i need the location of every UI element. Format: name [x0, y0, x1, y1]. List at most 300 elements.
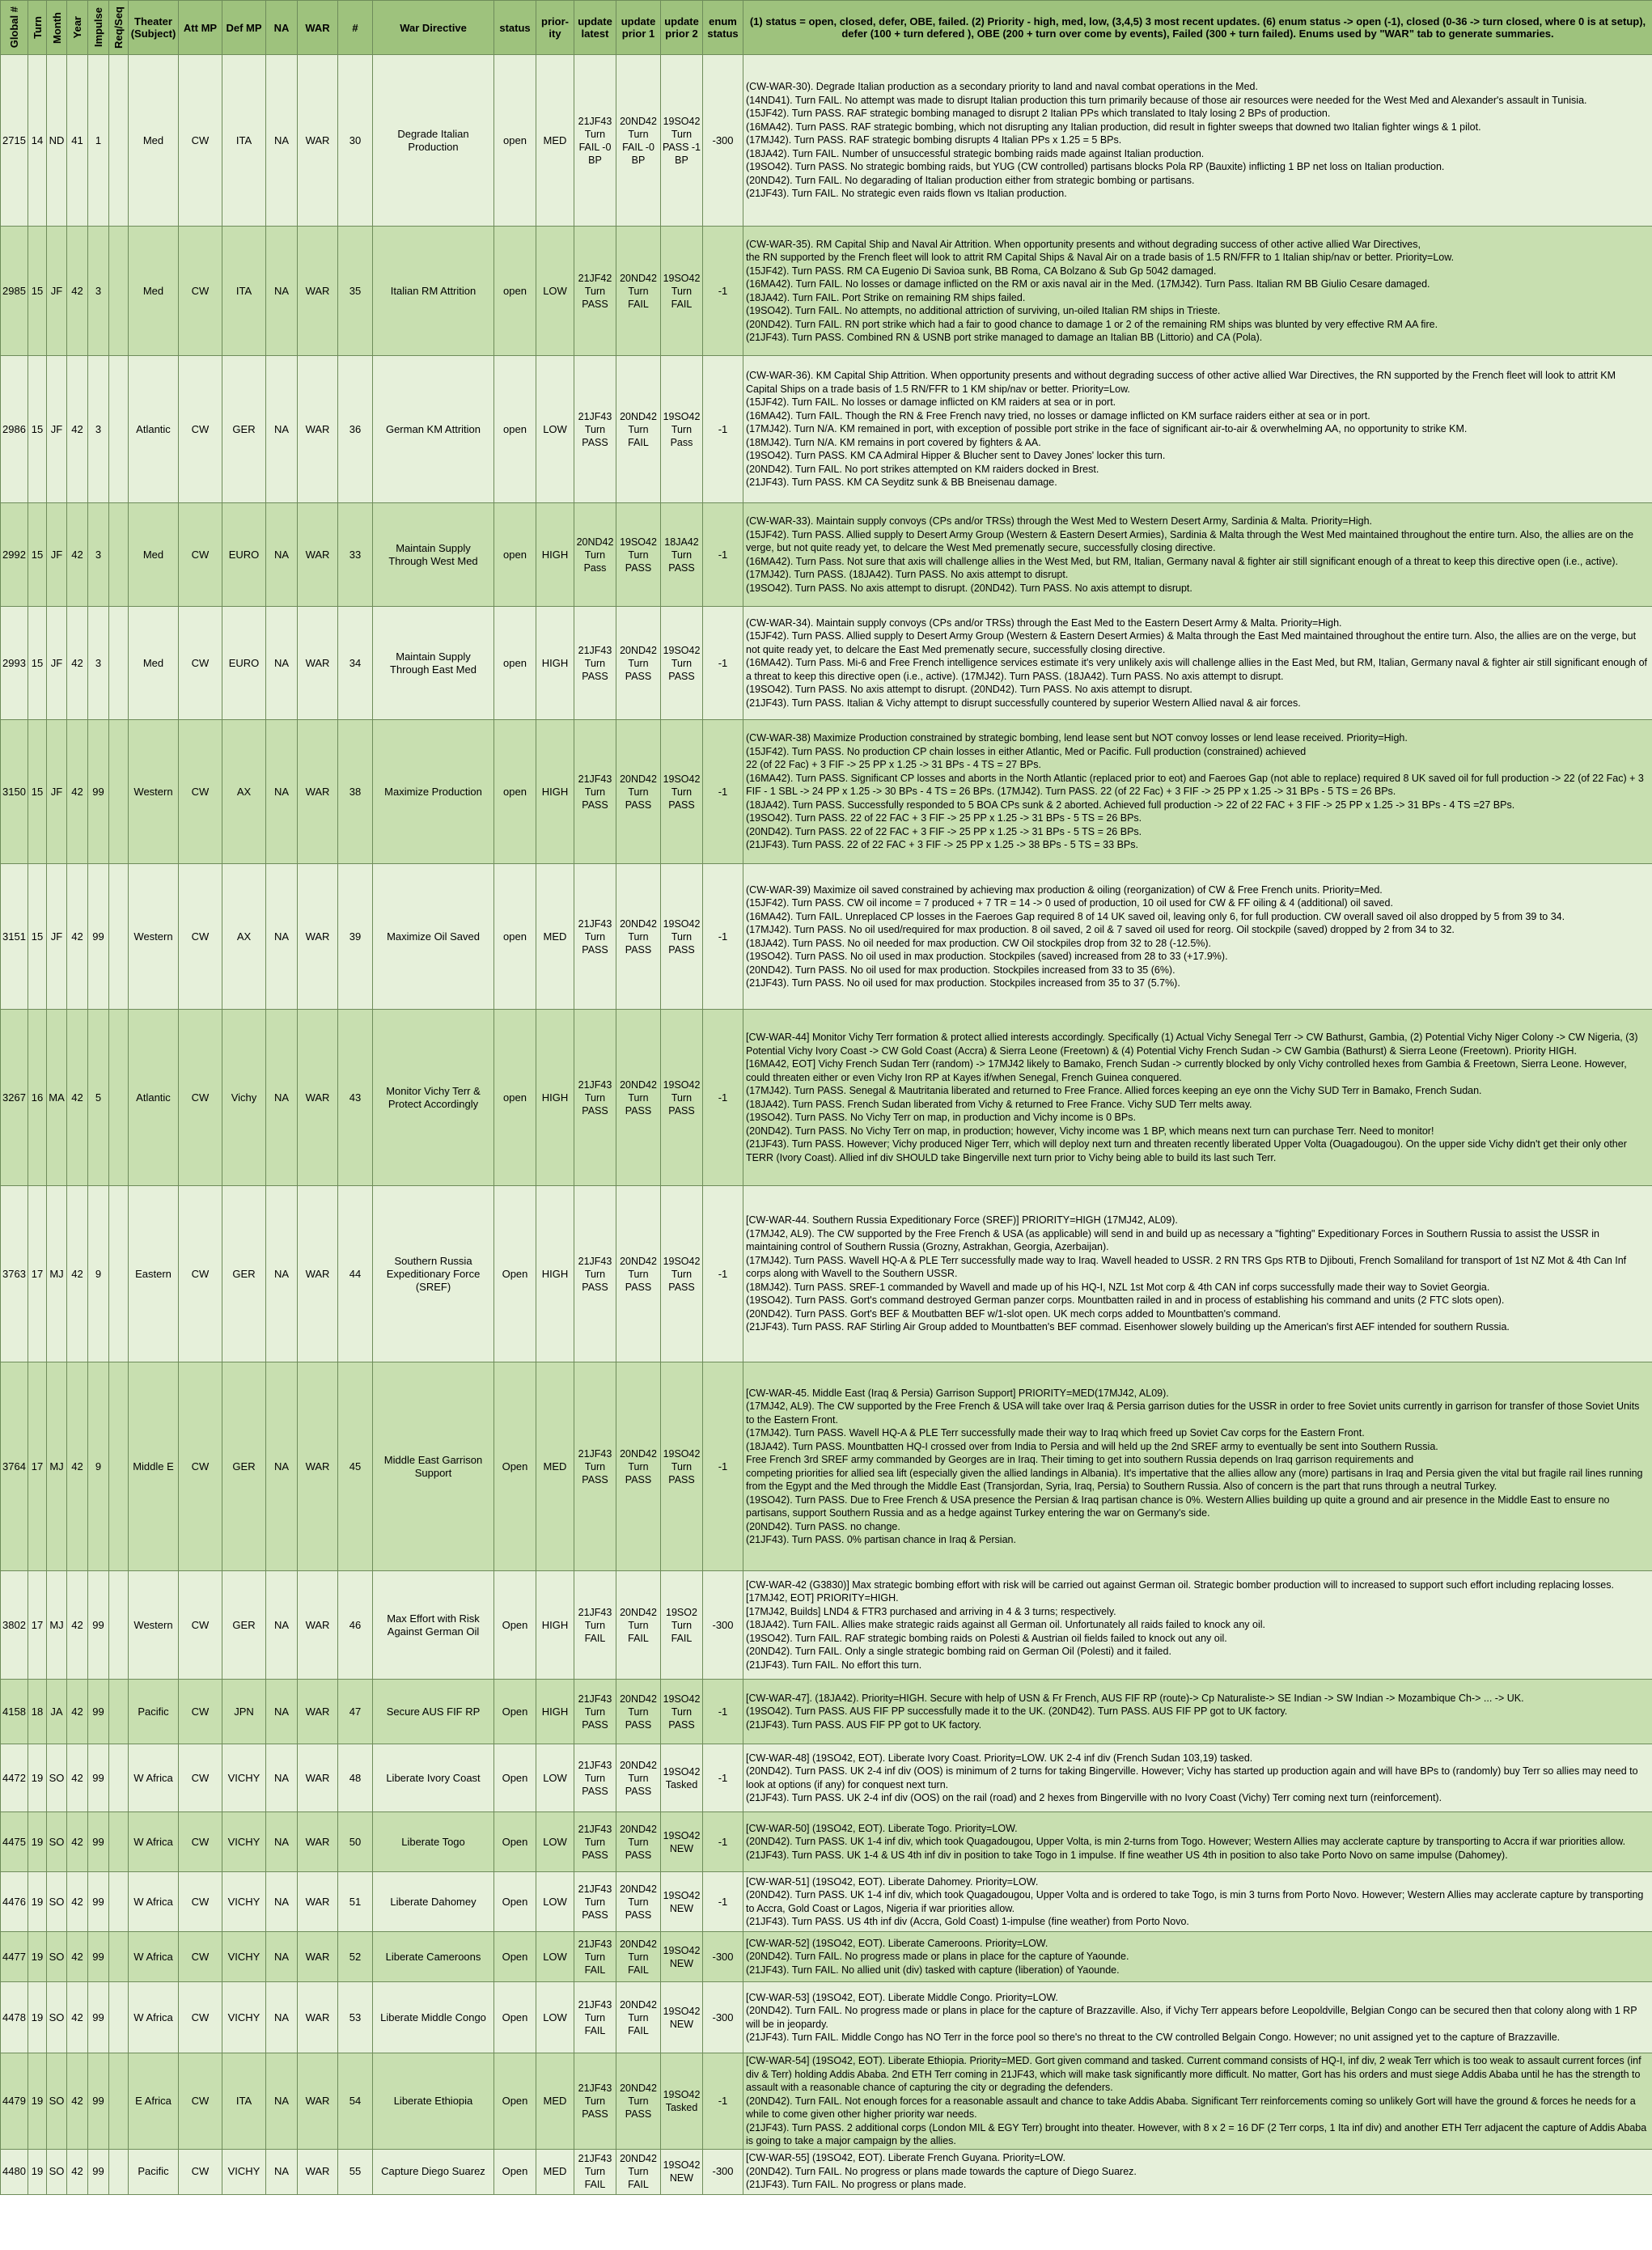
year-cell[interactable]: 42: [67, 1680, 88, 1744]
priority-cell[interactable]: MED: [536, 1362, 574, 1571]
enum-status-cell[interactable]: -1: [703, 607, 743, 720]
update-latest-cell[interactable]: 21JF43 Turn PASS: [574, 1010, 616, 1186]
global-cell[interactable]: 4478: [1, 1982, 28, 2053]
enum-status-cell[interactable]: -300: [703, 1932, 743, 1982]
def-mp-cell[interactable]: Vichy: [222, 1010, 266, 1186]
header-status[interactable]: status: [494, 1, 536, 55]
reqseq-cell[interactable]: [109, 1186, 129, 1362]
reqseq-cell[interactable]: [109, 1872, 129, 1932]
directive-cell[interactable]: Maintain Supply Through West Med: [373, 503, 494, 607]
update-prior-1-cell[interactable]: 20ND42 Turn PASS: [616, 1744, 661, 1812]
global-cell[interactable]: 4479: [1, 2053, 28, 2150]
theater-cell[interactable]: W Africa: [129, 1872, 179, 1932]
att-mp-cell[interactable]: CW: [179, 1744, 222, 1812]
status-cell[interactable]: open: [494, 607, 536, 720]
month-cell[interactable]: JF: [47, 607, 67, 720]
month-cell[interactable]: JF: [47, 720, 67, 864]
update-prior-2-cell[interactable]: 19SO42 Turn PASS: [661, 1186, 703, 1362]
att-mp-cell[interactable]: CW: [179, 1362, 222, 1571]
turn-cell[interactable]: 19: [28, 1932, 47, 1982]
notes-cell[interactable]: [743, 1362, 1652, 1571]
impulse-cell[interactable]: 9: [88, 1186, 109, 1362]
update-prior-1-cell[interactable]: 20ND42 Turn PASS: [616, 1680, 661, 1744]
month-cell[interactable]: MJ: [47, 1571, 67, 1680]
number-cell[interactable]: 45: [338, 1362, 373, 1571]
global-cell[interactable]: 3151: [1, 864, 28, 1010]
month-cell[interactable]: MA: [47, 1010, 67, 1186]
war-cell[interactable]: WAR: [298, 2053, 338, 2150]
notes-cell[interactable]: [743, 1744, 1652, 1812]
header-war[interactable]: WAR: [298, 1, 338, 55]
number-cell[interactable]: 30: [338, 55, 373, 227]
att-mp-cell[interactable]: CW: [179, 227, 222, 356]
notes-cell[interactable]: [743, 1010, 1652, 1186]
turn-cell[interactable]: 19: [28, 1982, 47, 2053]
header-enum-status[interactable]: enum status: [703, 1, 743, 55]
def-mp-cell[interactable]: VICHY: [222, 2149, 266, 2194]
na-cell[interactable]: NA: [266, 1362, 298, 1571]
priority-cell[interactable]: LOW: [536, 1872, 574, 1932]
global-cell[interactable]: 3763: [1, 1186, 28, 1362]
war-cell[interactable]: WAR: [298, 1982, 338, 2053]
directive-cell[interactable]: Liberate Togo: [373, 1812, 494, 1872]
reqseq-cell[interactable]: [109, 1571, 129, 1680]
war-cell[interactable]: WAR: [298, 356, 338, 503]
year-cell[interactable]: 42: [67, 1872, 88, 1932]
def-mp-cell[interactable]: ITA: [222, 2053, 266, 2150]
update-prior-1-cell[interactable]: 20ND42 Turn FAIL: [616, 1932, 661, 1982]
year-cell[interactable]: 42: [67, 864, 88, 1010]
global-cell[interactable]: 4158: [1, 1680, 28, 1744]
priority-cell[interactable]: HIGH: [536, 503, 574, 607]
def-mp-cell[interactable]: AX: [222, 864, 266, 1010]
number-cell[interactable]: 54: [338, 2053, 373, 2150]
update-latest-cell[interactable]: 21JF43 Turn FAIL -0 BP: [574, 55, 616, 227]
header-theater[interactable]: Theater (Subject): [129, 1, 179, 55]
war-cell[interactable]: WAR: [298, 227, 338, 356]
header-impulse[interactable]: Impulse: [88, 1, 109, 55]
na-cell[interactable]: NA: [266, 227, 298, 356]
na-cell[interactable]: NA: [266, 356, 298, 503]
impulse-cell[interactable]: 99: [88, 1571, 109, 1680]
priority-cell[interactable]: LOW: [536, 1982, 574, 2053]
priority-cell[interactable]: LOW: [536, 227, 574, 356]
def-mp-cell[interactable]: GER: [222, 1186, 266, 1362]
update-prior-1-cell[interactable]: 20ND42 Turn FAIL: [616, 1982, 661, 2053]
turn-cell[interactable]: 14: [28, 55, 47, 227]
def-mp-cell[interactable]: ITA: [222, 227, 266, 356]
theater-cell[interactable]: Western: [129, 1571, 179, 1680]
def-mp-cell[interactable]: GER: [222, 1571, 266, 1680]
impulse-cell[interactable]: 3: [88, 503, 109, 607]
update-prior-1-cell[interactable]: 20ND42 Turn FAIL: [616, 227, 661, 356]
priority-cell[interactable]: LOW: [536, 356, 574, 503]
enum-status-cell[interactable]: -1: [703, 1680, 743, 1744]
directive-cell[interactable]: Monitor Vichy Terr & Protect Accordingly: [373, 1010, 494, 1186]
update-prior-2-cell[interactable]: 19SO42 Turn PASS: [661, 1010, 703, 1186]
year-cell[interactable]: 42: [67, 1362, 88, 1571]
year-cell[interactable]: 42: [67, 1186, 88, 1362]
def-mp-cell[interactable]: ITA: [222, 55, 266, 227]
def-mp-cell[interactable]: EURO: [222, 503, 266, 607]
def-mp-cell[interactable]: VICHY: [222, 1812, 266, 1872]
update-prior-1-cell[interactable]: 20ND42 Turn FAIL -0 BP: [616, 55, 661, 227]
directive-cell[interactable]: Southern Russia Expeditionary Force (SREF): [373, 1186, 494, 1362]
theater-cell[interactable]: Med: [129, 503, 179, 607]
na-cell[interactable]: NA: [266, 1571, 298, 1680]
na-cell[interactable]: NA: [266, 2149, 298, 2194]
global-cell[interactable]: 4476: [1, 1872, 28, 1932]
directive-cell[interactable]: Maintain Supply Through East Med: [373, 607, 494, 720]
directive-cell[interactable]: German KM Attrition: [373, 356, 494, 503]
global-cell[interactable]: 2993: [1, 607, 28, 720]
def-mp-cell[interactable]: EURO: [222, 607, 266, 720]
update-latest-cell[interactable]: 21JF43 Turn PASS: [574, 1872, 616, 1932]
update-latest-cell[interactable]: 21JF43 Turn PASS: [574, 1680, 616, 1744]
number-cell[interactable]: 33: [338, 503, 373, 607]
header-directive[interactable]: War Directive: [373, 1, 494, 55]
enum-status-cell[interactable]: -1: [703, 1812, 743, 1872]
def-mp-cell[interactable]: JPN: [222, 1680, 266, 1744]
global-cell[interactable]: 4480: [1, 2149, 28, 2194]
impulse-cell[interactable]: 99: [88, 1982, 109, 2053]
year-cell[interactable]: 42: [67, 2053, 88, 2150]
year-cell[interactable]: 42: [67, 1812, 88, 1872]
priority-cell[interactable]: HIGH: [536, 1571, 574, 1680]
year-cell[interactable]: 42: [67, 1571, 88, 1680]
reqseq-cell[interactable]: [109, 2149, 129, 2194]
update-prior-1-cell[interactable]: 20ND42 Turn PASS: [616, 2053, 661, 2150]
header-reqseq[interactable]: Req/Seq: [109, 1, 129, 55]
theater-cell[interactable]: Med: [129, 607, 179, 720]
na-cell[interactable]: NA: [266, 1932, 298, 1982]
header-turn[interactable]: Turn: [28, 1, 47, 55]
turn-cell[interactable]: 17: [28, 1362, 47, 1571]
notes-cell[interactable]: [743, 1680, 1652, 1744]
directive-cell[interactable]: Liberate Middle Congo: [373, 1982, 494, 2053]
global-cell[interactable]: 2986: [1, 356, 28, 503]
update-latest-cell[interactable]: 21JF43 Turn PASS: [574, 1812, 616, 1872]
update-prior-2-cell[interactable]: 18JA42 Turn PASS: [661, 503, 703, 607]
update-latest-cell[interactable]: 21JF43 Turn PASS: [574, 2053, 616, 2150]
turn-cell[interactable]: 17: [28, 1186, 47, 1362]
number-cell[interactable]: 47: [338, 1680, 373, 1744]
header-update-prior-2[interactable]: update prior 2: [661, 1, 703, 55]
turn-cell[interactable]: 16: [28, 1010, 47, 1186]
enum-status-cell[interactable]: -1: [703, 1872, 743, 1932]
impulse-cell[interactable]: 3: [88, 607, 109, 720]
priority-cell[interactable]: MED: [536, 2053, 574, 2150]
war-cell[interactable]: WAR: [298, 1362, 338, 1571]
status-cell[interactable]: Open: [494, 1932, 536, 1982]
year-cell[interactable]: 42: [67, 503, 88, 607]
notes-cell[interactable]: [743, 607, 1652, 720]
status-cell[interactable]: open: [494, 227, 536, 356]
number-cell[interactable]: 48: [338, 1744, 373, 1812]
number-cell[interactable]: 52: [338, 1932, 373, 1982]
reqseq-cell[interactable]: [109, 1982, 129, 2053]
directive-cell[interactable]: Degrade Italian Production: [373, 55, 494, 227]
war-cell[interactable]: WAR: [298, 503, 338, 607]
notes-cell[interactable]: [743, 55, 1652, 227]
year-cell[interactable]: 42: [67, 356, 88, 503]
update-prior-2-cell[interactable]: 19SO42 Turn PASS: [661, 1680, 703, 1744]
theater-cell[interactable]: E Africa: [129, 2053, 179, 2150]
na-cell[interactable]: NA: [266, 55, 298, 227]
update-latest-cell[interactable]: 20ND42 Turn Pass: [574, 503, 616, 607]
month-cell[interactable]: MJ: [47, 1362, 67, 1571]
theater-cell[interactable]: W Africa: [129, 1744, 179, 1812]
enum-status-cell[interactable]: -1: [703, 864, 743, 1010]
update-prior-1-cell[interactable]: 20ND42 Turn PASS: [616, 864, 661, 1010]
enum-status-cell[interactable]: -300: [703, 2149, 743, 2194]
att-mp-cell[interactable]: CW: [179, 864, 222, 1010]
na-cell[interactable]: NA: [266, 720, 298, 864]
turn-cell[interactable]: 15: [28, 503, 47, 607]
status-cell[interactable]: Open: [494, 1362, 536, 1571]
att-mp-cell[interactable]: CW: [179, 1812, 222, 1872]
global-cell[interactable]: 2992: [1, 503, 28, 607]
update-prior-1-cell[interactable]: 20ND42 Turn PASS: [616, 720, 661, 864]
impulse-cell[interactable]: 99: [88, 2149, 109, 2194]
theater-cell[interactable]: Atlantic: [129, 1010, 179, 1186]
update-latest-cell[interactable]: 21JF43 Turn PASS: [574, 356, 616, 503]
directive-cell[interactable]: Liberate Ethiopia: [373, 2053, 494, 2150]
notes-cell[interactable]: [743, 1982, 1652, 2053]
status-cell[interactable]: Open: [494, 1982, 536, 2053]
att-mp-cell[interactable]: CW: [179, 1571, 222, 1680]
global-cell[interactable]: 4477: [1, 1932, 28, 1982]
reqseq-cell[interactable]: [109, 1680, 129, 1744]
notes-cell[interactable]: [743, 1932, 1652, 1982]
number-cell[interactable]: 51: [338, 1872, 373, 1932]
directive-cell[interactable]: Middle East Garrison Support: [373, 1362, 494, 1571]
month-cell[interactable]: JF: [47, 864, 67, 1010]
update-latest-cell[interactable]: 21JF43 Turn PASS: [574, 1744, 616, 1812]
update-prior-1-cell[interactable]: 20ND42 Turn PASS: [616, 1362, 661, 1571]
war-cell[interactable]: WAR: [298, 720, 338, 864]
update-prior-2-cell[interactable]: 19SO42 NEW: [661, 1982, 703, 2053]
att-mp-cell[interactable]: CW: [179, 607, 222, 720]
turn-cell[interactable]: 15: [28, 720, 47, 864]
att-mp-cell[interactable]: CW: [179, 720, 222, 864]
att-mp-cell[interactable]: CW: [179, 503, 222, 607]
update-prior-1-cell[interactable]: 20ND42 Turn PASS: [616, 1872, 661, 1932]
priority-cell[interactable]: LOW: [536, 1812, 574, 1872]
update-prior-1-cell[interactable]: 20ND42 Turn FAIL: [616, 2149, 661, 2194]
header-month[interactable]: Month: [47, 1, 67, 55]
notes-cell[interactable]: [743, 2149, 1652, 2194]
att-mp-cell[interactable]: CW: [179, 1932, 222, 1982]
war-cell[interactable]: WAR: [298, 1744, 338, 1812]
update-prior-1-cell[interactable]: 20ND42 Turn PASS: [616, 1010, 661, 1186]
war-cell[interactable]: WAR: [298, 55, 338, 227]
year-cell[interactable]: 42: [67, 1744, 88, 1812]
turn-cell[interactable]: 19: [28, 1744, 47, 1812]
update-latest-cell[interactable]: 21JF43 Turn FAIL: [574, 1982, 616, 2053]
reqseq-cell[interactable]: [109, 503, 129, 607]
impulse-cell[interactable]: 5: [88, 1010, 109, 1186]
turn-cell[interactable]: 17: [28, 1571, 47, 1680]
status-cell[interactable]: open: [494, 720, 536, 864]
impulse-cell[interactable]: 99: [88, 1744, 109, 1812]
att-mp-cell[interactable]: CW: [179, 2053, 222, 2150]
month-cell[interactable]: SO: [47, 1982, 67, 2053]
month-cell[interactable]: SO: [47, 2053, 67, 2150]
update-prior-1-cell[interactable]: 20ND42 Turn PASS: [616, 1186, 661, 1362]
notes-cell[interactable]: [743, 720, 1652, 864]
turn-cell[interactable]: 19: [28, 2149, 47, 2194]
directive-cell[interactable]: Maximize Production: [373, 720, 494, 864]
def-mp-cell[interactable]: GER: [222, 356, 266, 503]
global-cell[interactable]: 2985: [1, 227, 28, 356]
global-cell[interactable]: 3802: [1, 1571, 28, 1680]
theater-cell[interactable]: Med: [129, 55, 179, 227]
header-update-latest[interactable]: update latest: [574, 1, 616, 55]
update-latest-cell[interactable]: 21JF43 Turn FAIL: [574, 1571, 616, 1680]
enum-status-cell[interactable]: -1: [703, 1362, 743, 1571]
month-cell[interactable]: SO: [47, 1812, 67, 1872]
year-cell[interactable]: 42: [67, 227, 88, 356]
reqseq-cell[interactable]: [109, 1010, 129, 1186]
enum-status-cell[interactable]: -300: [703, 55, 743, 227]
turn-cell[interactable]: 15: [28, 607, 47, 720]
status-cell[interactable]: Open: [494, 1744, 536, 1812]
impulse-cell[interactable]: 99: [88, 1812, 109, 1872]
turn-cell[interactable]: 19: [28, 1812, 47, 1872]
status-cell[interactable]: open: [494, 1010, 536, 1186]
number-cell[interactable]: 44: [338, 1186, 373, 1362]
priority-cell[interactable]: LOW: [536, 1744, 574, 1812]
header-priority[interactable]: prior-ity: [536, 1, 574, 55]
header-global[interactable]: Global #: [1, 1, 28, 55]
reqseq-cell[interactable]: [109, 720, 129, 864]
na-cell[interactable]: NA: [266, 1812, 298, 1872]
number-cell[interactable]: 38: [338, 720, 373, 864]
notes-cell[interactable]: [743, 1812, 1652, 1872]
update-prior-2-cell[interactable]: 19SO42 NEW: [661, 1812, 703, 1872]
reqseq-cell[interactable]: [109, 864, 129, 1010]
theater-cell[interactable]: Pacific: [129, 1680, 179, 1744]
header-att-mp[interactable]: Att MP: [179, 1, 222, 55]
priority-cell[interactable]: LOW: [536, 1932, 574, 1982]
priority-cell[interactable]: HIGH: [536, 1186, 574, 1362]
number-cell[interactable]: 36: [338, 356, 373, 503]
impulse-cell[interactable]: 99: [88, 1932, 109, 1982]
header-def-mp[interactable]: Def MP: [222, 1, 266, 55]
status-cell[interactable]: open: [494, 356, 536, 503]
reqseq-cell[interactable]: [109, 1362, 129, 1571]
year-cell[interactable]: 41: [67, 55, 88, 227]
update-latest-cell[interactable]: 21JF43 Turn PASS: [574, 864, 616, 1010]
header-na[interactable]: NA: [266, 1, 298, 55]
enum-status-cell[interactable]: -1: [703, 1010, 743, 1186]
status-cell[interactable]: Open: [494, 2149, 536, 2194]
update-prior-2-cell[interactable]: 19SO42 Tasked: [661, 1744, 703, 1812]
enum-status-cell[interactable]: -300: [703, 1982, 743, 2053]
theater-cell[interactable]: Western: [129, 720, 179, 864]
update-prior-2-cell[interactable]: 19SO42 Turn PASS: [661, 607, 703, 720]
number-cell[interactable]: 43: [338, 1010, 373, 1186]
priority-cell[interactable]: HIGH: [536, 1680, 574, 1744]
number-cell[interactable]: 39: [338, 864, 373, 1010]
update-latest-cell[interactable]: 21JF43 Turn PASS: [574, 1186, 616, 1362]
na-cell[interactable]: NA: [266, 607, 298, 720]
war-cell[interactable]: WAR: [298, 1872, 338, 1932]
enum-status-cell[interactable]: -1: [703, 2053, 743, 2150]
update-prior-2-cell[interactable]: 19SO42 NEW: [661, 2149, 703, 2194]
update-prior-2-cell[interactable]: 19SO2 Turn FAIL: [661, 1571, 703, 1680]
global-cell[interactable]: 4475: [1, 1812, 28, 1872]
theater-cell[interactable]: Eastern: [129, 1186, 179, 1362]
def-mp-cell[interactable]: VICHY: [222, 1872, 266, 1932]
war-cell[interactable]: WAR: [298, 607, 338, 720]
reqseq-cell[interactable]: [109, 607, 129, 720]
na-cell[interactable]: NA: [266, 1872, 298, 1932]
header-legend[interactable]: (1) status = open, closed, defer, OBE, failed. (2) Priority - high, med, low, (3,4,5) 3 most recent updates. (6) enum status -> open (-1), closed (0-36 -> turn closed, where 0 is at setup), defer (100 + turn defered ), OBE (200 + turn over come by events), Failed (300 + turn failed). Enums used by "WAR" tab to generate summaries.: [743, 1, 1652, 55]
update-prior-2-cell[interactable]: 19SO42 Turn PASS: [661, 720, 703, 864]
impulse-cell[interactable]: 99: [88, 864, 109, 1010]
month-cell[interactable]: JF: [47, 227, 67, 356]
def-mp-cell[interactable]: AX: [222, 720, 266, 864]
update-prior-2-cell[interactable]: 19SO42 Turn PASS -1 BP: [661, 55, 703, 227]
month-cell[interactable]: JF: [47, 356, 67, 503]
directive-cell[interactable]: Max Effort with Risk Against German Oil: [373, 1571, 494, 1680]
enum-status-cell[interactable]: -1: [703, 227, 743, 356]
def-mp-cell[interactable]: VICHY: [222, 1744, 266, 1812]
directive-cell[interactable]: Maximize Oil Saved: [373, 864, 494, 1010]
notes-cell[interactable]: [743, 864, 1652, 1010]
na-cell[interactable]: NA: [266, 864, 298, 1010]
notes-cell[interactable]: [743, 1872, 1652, 1932]
global-cell[interactable]: 4472: [1, 1744, 28, 1812]
notes-cell[interactable]: [743, 1571, 1652, 1680]
update-latest-cell[interactable]: 21JF43 Turn FAIL: [574, 1932, 616, 1982]
notes-cell[interactable]: [743, 503, 1652, 607]
reqseq-cell[interactable]: [109, 227, 129, 356]
number-cell[interactable]: 46: [338, 1571, 373, 1680]
theater-cell[interactable]: Middle E: [129, 1362, 179, 1571]
update-prior-1-cell[interactable]: 20ND42 Turn PASS: [616, 607, 661, 720]
status-cell[interactable]: Open: [494, 1186, 536, 1362]
att-mp-cell[interactable]: CW: [179, 1010, 222, 1186]
def-mp-cell[interactable]: VICHY: [222, 1982, 266, 2053]
year-cell[interactable]: 42: [67, 2149, 88, 2194]
directive-cell[interactable]: Capture Diego Suarez: [373, 2149, 494, 2194]
reqseq-cell[interactable]: [109, 1812, 129, 1872]
na-cell[interactable]: NA: [266, 1186, 298, 1362]
status-cell[interactable]: Open: [494, 1680, 536, 1744]
update-latest-cell[interactable]: 21JF43 Turn FAIL: [574, 2149, 616, 2194]
status-cell[interactable]: Open: [494, 1571, 536, 1680]
global-cell[interactable]: 3150: [1, 720, 28, 864]
turn-cell[interactable]: 15: [28, 227, 47, 356]
na-cell[interactable]: NA: [266, 1010, 298, 1186]
impulse-cell[interactable]: 3: [88, 227, 109, 356]
theater-cell[interactable]: W Africa: [129, 1982, 179, 2053]
att-mp-cell[interactable]: CW: [179, 1872, 222, 1932]
month-cell[interactable]: JA: [47, 1680, 67, 1744]
att-mp-cell[interactable]: CW: [179, 55, 222, 227]
update-prior-2-cell[interactable]: 19SO42 Tasked: [661, 2053, 703, 2150]
att-mp-cell[interactable]: CW: [179, 1982, 222, 2053]
month-cell[interactable]: SO: [47, 1872, 67, 1932]
na-cell[interactable]: NA: [266, 2053, 298, 2150]
month-cell[interactable]: SO: [47, 1932, 67, 1982]
month-cell[interactable]: SO: [47, 2149, 67, 2194]
turn-cell[interactable]: 15: [28, 864, 47, 1010]
enum-status-cell[interactable]: -1: [703, 503, 743, 607]
